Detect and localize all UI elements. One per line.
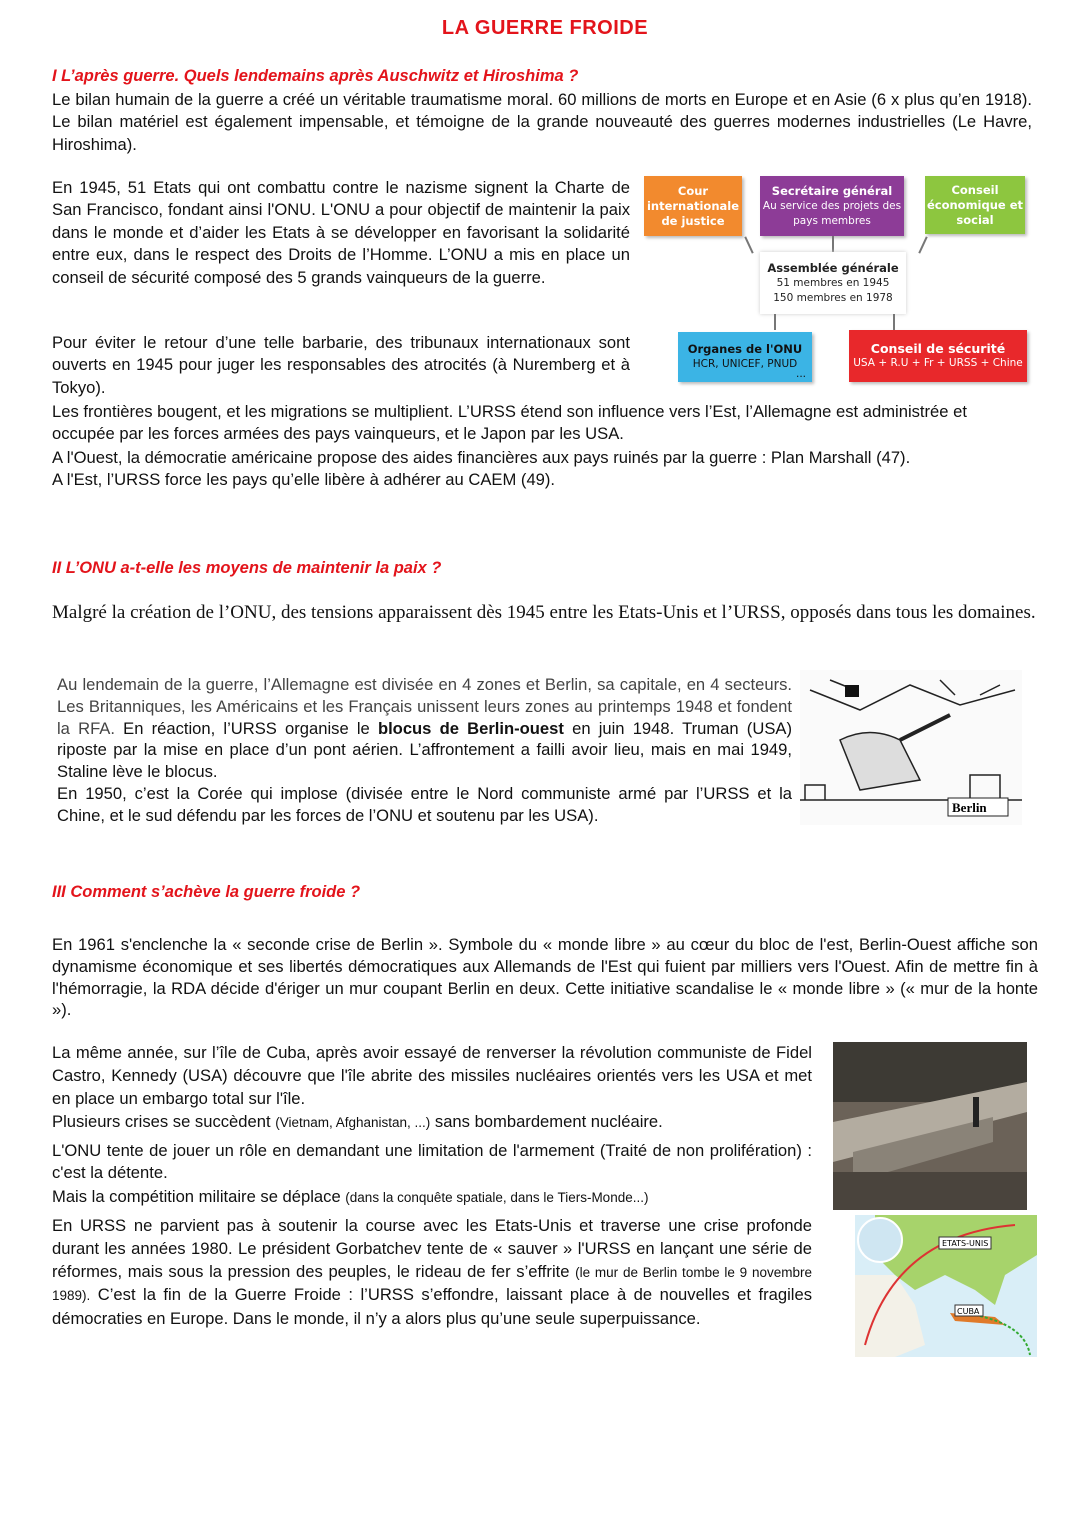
arrow-icon (832, 236, 834, 252)
paragraph: Pour éviter le retour d’une telle barbarie, des tribunaux internationaux sont ouverts en 1945 pour juger les responsables des atrocités (à Nuremberg et à Tokyo). (52, 333, 630, 397)
text: Mais la compétition militaire se déplace (52, 1187, 346, 1206)
paragraph: A l'Est, l’URSS force les pays qu’elle libère à adhérer au CAEM (49). (52, 470, 556, 489)
paragraph: Les frontières bougent, et les migrations se multiplient. L’URSS étend son influence vers l’Est, l’Allemagne est administrée et occupée par les forces armées des pays vainqueurs, et le Japon par les USA. (52, 402, 967, 444)
paragraph: En 1961 s'enclenche la « seconde crise de Berlin ». Symbole du « monde libre » au cœur du bloc de l'est, Berlin-Ouest affiche son dynamisme économique et ses libertés démocratiques aux Allemands de l'Est qui fuient par milliers vers l'Ouest. Afin de mettre fin à l'hémorragie, la RDA décide d'ériger un mur coupant Berlin en deux. Cette initiative scandalise le « monde libre » (« mur de la honte »). (52, 935, 1038, 1020)
paragraph: L'ONU tente de jouer un rôle en demandant une limitation de l'armement (Traité de non prolifération) : c'est la détente. (52, 1141, 812, 1183)
paragraph: A l'Ouest, la démocratie américaine propose des aides financières aux pays ruinés par la guerre : Plan Marshall (47). (52, 448, 911, 467)
section-1-heading: I L’après guerre. Quels lendemains après Auschwitz et Hiroshima ? (52, 67, 579, 85)
page-title: LA GUERRE FROIDE (441, 17, 649, 39)
text: Plusieurs crises se succèdent (52, 1112, 276, 1131)
box-security-council (849, 330, 1027, 382)
box-court-of-justice (644, 176, 742, 236)
text-small: (le mur de Berlin tombe le 9 novembre 1989). (52, 1264, 812, 1304)
paragraph: La même année, sur l’île de Cuba, après avoir essayé de renverser la révolution communiste de Fidel Castro, Kennedy (USA) découvre que l'île abrite des missiles nucléaires orientés vers les USA et met en place un embargo total sur l'île. (52, 1043, 812, 1108)
text: En 1950, c’est la Corée qui implose (divisée entre le Nord communiste armé par l’URSS et la Chine, et le sud défendu par les forces de l’ONU et soutenu par les USA). (57, 783, 792, 825)
box-label: Conseil de sécurité (870, 341, 1006, 356)
un-structure-diagram (642, 172, 1030, 387)
section-3-heading: III Comment s’achève la guerre froide ? (52, 883, 361, 901)
text: sans bombardement nucléaire. (430, 1112, 663, 1131)
box-sublabel: HCR, UNICEF, PNUD (692, 358, 798, 370)
text-small: (dans la conquête spatiale, dans le Tiers-Monde...) (345, 1190, 649, 1205)
arrow-icon (918, 236, 927, 253)
text: En réaction, l’URSS organise le (114, 718, 378, 738)
text-small: (Vietnam, Afghanistan, ...) (275, 1115, 431, 1130)
box-secretary-general (760, 176, 904, 236)
berlin-text-block (57, 674, 792, 827)
text: en juin 1948. Truman (USA) riposte par la mise en place d’un pont aérien. L’affrontement a failli avoir lieu, mais en mai 1949, Staline lève le blocus. (57, 718, 792, 782)
box-un-organs (678, 332, 812, 382)
cartoon-label: Berlin (952, 800, 987, 815)
berlin-cartoon-image (800, 670, 1022, 825)
paragraph: Le bilan humain de la guerre a créé un véritable traumatisme moral. 60 millions de morts en Europe et en Asie (6 x plus qu’en 1918). Le bilan matériel est également impensable, et témoigne de la grande nouveauté des guerres modernes industrielles (Le Havre, Hiroshima). (52, 90, 1032, 154)
box-label: Cour internationale de justice (646, 183, 740, 228)
box-sublabel: 51 membres en 1945 (776, 276, 890, 289)
box-general-assembly (760, 252, 906, 314)
paragraph (52, 1111, 812, 1134)
box-sublabel: Au service des projets des pays membres (762, 199, 902, 227)
arrow-icon (893, 314, 895, 330)
berlin-wall-photo (833, 1042, 1027, 1210)
box-ellipsis: ... (795, 368, 806, 380)
text: Au lendemain de la guerre, l’Allemagne est divisée en 4 zones et Berlin, sa capitale, en 4 secteurs. Les Britanniques, les Américains et les Français unissent leurs zones au printemps 1948 et fondent la RFA. (57, 675, 792, 738)
box-sublabel: 150 membres en 1978 (773, 291, 893, 304)
box-label: Conseil économique et social (926, 182, 1024, 227)
paragraph: En 1945, 51 Etats qui ont combattu contre le nazisme signent la Charte de San Francisco, fondant ainsi l'ONU. L'ONU a pour objectif de maintenir la paix dans le monde et d’aider les Etats à se développer en favorisant la solidarité entre eux, dans le respect des Droits de l’Homme. L’ONU a mis en place un conseil de sécurité composé des 5 grands vainqueurs de la guerre. (52, 178, 630, 287)
paragraph (52, 1186, 832, 1209)
paragraph: Malgré la création de l’ONU, des tensions apparaissent dès 1945 entre les Etats-Unis et l’URSS, opposés dans tous les domaines. (52, 602, 1036, 623)
map-label-usa: ETATS-UNIS (942, 1239, 989, 1248)
cuba-crisis-map (855, 1215, 1037, 1357)
map-label-cuba: CUBA (957, 1307, 980, 1316)
box-label: Assemblée générale (767, 260, 899, 275)
arrow-icon (744, 236, 753, 253)
paragraph (52, 1215, 812, 1331)
box-ecosoc (925, 176, 1025, 234)
text-bold: blocus de Berlin-ouest (377, 718, 564, 738)
text: C’est la fin de la Guerre Froide : l’URSS s’effondre, laissant place à de nouvelles et fragiles démocraties en Europe. Dans le monde, il n’y a alors plus qu’une seule superpuissance. (52, 1285, 812, 1329)
box-label: Secrétaire général (771, 183, 893, 198)
box-sublabel: USA + R.U + Fr + URSS + Chine (853, 357, 1023, 369)
section-2-heading: II L’ONU a-t-elle les moyens de maintenir la paix ? (52, 559, 442, 577)
arrow-icon (774, 314, 776, 330)
box-label: Organes de l'ONU (687, 342, 803, 356)
text: En URSS ne parvient pas à soutenir la course avec les Etats-Unis et traverse une crise profonde durant les années 1980. Le président Gorbatchev tente de « sauver » l'URSS en lançant une série de réformes, mais sous la pression des peuples, le rideau de fer s’effrite (52, 1216, 812, 1281)
